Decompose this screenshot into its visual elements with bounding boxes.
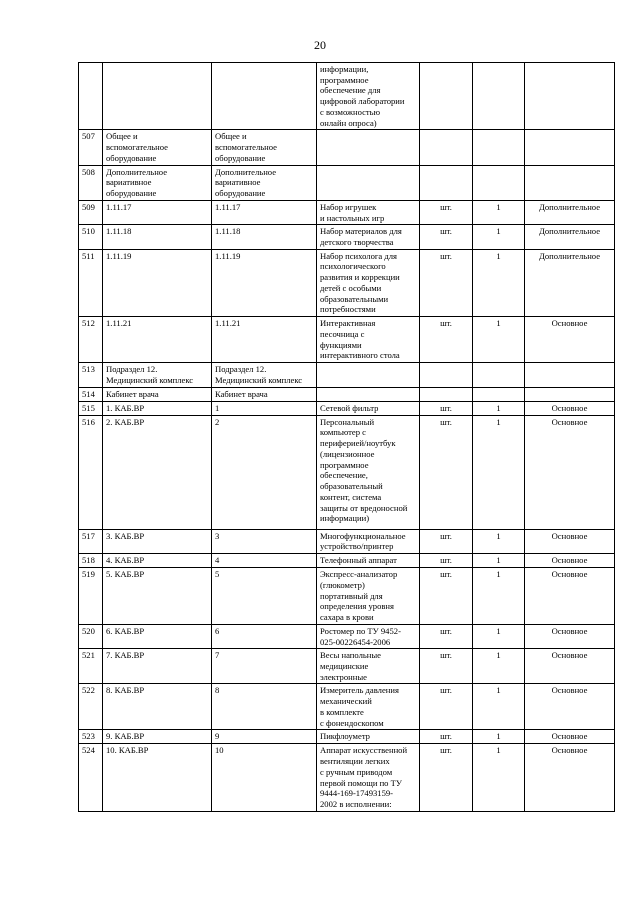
type-cell: Основное — [525, 317, 615, 363]
quantity-cell: 1 — [473, 554, 525, 568]
row-number-cell: 511 — [79, 249, 103, 316]
code-cell: Подраздел 12. Медицинский комплекс — [103, 363, 212, 387]
row-number-cell: 517 — [79, 529, 103, 553]
type-cell: Основное — [525, 554, 615, 568]
subcode-cell: Общее и вспомогательное оборудование — [212, 130, 317, 165]
code-cell: 9. КАБ.ВР — [103, 730, 212, 744]
table-row — [79, 165, 615, 200]
row-number-cell: 508 — [79, 165, 103, 200]
subcode-cell: 1.11.18 — [212, 225, 317, 249]
subcode-cell: 10 — [212, 744, 317, 811]
table-row — [79, 401, 615, 415]
subcode-cell: Кабинет врача — [212, 387, 317, 401]
table-row — [79, 317, 615, 363]
unit-cell: шт. — [420, 401, 473, 415]
subcode-cell: Дополнительное вариативное оборудование — [212, 165, 317, 200]
subcode-cell: 2 — [212, 415, 317, 529]
row-number-cell: 521 — [79, 649, 103, 684]
code-cell: 1.11.19 — [103, 249, 212, 316]
type-cell — [525, 63, 615, 130]
item-name-cell: Аппарат искусственной вентиляции легких с ручным приводом первой помощи по ТУ 9444-169-17493159- 2002 в исполнении: — [317, 744, 420, 811]
table-row — [79, 249, 615, 316]
subcode-cell: 8 — [212, 684, 317, 730]
quantity-cell — [473, 63, 525, 130]
quantity-cell: 1 — [473, 249, 525, 316]
quantity-cell: 1 — [473, 744, 525, 811]
type-cell: Основное — [525, 624, 615, 648]
quantity-cell — [473, 363, 525, 387]
subcode-cell: 7 — [212, 649, 317, 684]
row-number-cell: 515 — [79, 401, 103, 415]
page-number: 20 — [314, 38, 326, 52]
unit-cell — [420, 63, 473, 130]
quantity-cell: 1 — [473, 317, 525, 363]
type-cell — [525, 130, 615, 165]
code-cell: 1.11.17 — [103, 200, 212, 224]
unit-cell: шт. — [420, 225, 473, 249]
table-row — [79, 624, 615, 648]
code-cell: 4. КАБ.ВР — [103, 554, 212, 568]
code-cell: 2. КАБ.ВР — [103, 415, 212, 529]
type-cell — [525, 387, 615, 401]
table-row — [79, 568, 615, 625]
unit-cell: шт. — [420, 249, 473, 316]
item-name-cell — [317, 363, 420, 387]
subcode-cell: 1.11.21 — [212, 317, 317, 363]
table-row — [79, 200, 615, 224]
row-number-cell: 520 — [79, 624, 103, 648]
item-name-cell: Интерактивная песочница с функциями интерактивного стола — [317, 317, 420, 363]
item-name-cell: Телефонный аппарат — [317, 554, 420, 568]
unit-cell: шт. — [420, 649, 473, 684]
type-cell: Основное — [525, 415, 615, 529]
code-cell — [103, 63, 212, 130]
type-cell — [525, 165, 615, 200]
code-cell: 6. КАБ.ВР — [103, 624, 212, 648]
unit-cell — [420, 130, 473, 165]
type-cell: Дополнительное — [525, 200, 615, 224]
code-cell: 3. КАБ.ВР — [103, 529, 212, 553]
code-cell: 1.11.21 — [103, 317, 212, 363]
unit-cell: шт. — [420, 554, 473, 568]
item-name-cell: Весы напольные медицинские электронные — [317, 649, 420, 684]
quantity-cell: 1 — [473, 730, 525, 744]
subcode-cell: 9 — [212, 730, 317, 744]
code-cell: Кабинет врача — [103, 387, 212, 401]
item-name-cell: Измеритель давления механический в комплекте с фонендоскопом — [317, 684, 420, 730]
unit-cell: шт. — [420, 317, 473, 363]
quantity-cell: 1 — [473, 200, 525, 224]
quantity-cell: 1 — [473, 624, 525, 648]
code-cell: Общее и вспомогательное оборудование — [103, 130, 212, 165]
row-number-cell: 513 — [79, 363, 103, 387]
row-number-cell: 518 — [79, 554, 103, 568]
table-row — [79, 649, 615, 684]
row-number-cell: 524 — [79, 744, 103, 811]
code-cell: 1. КАБ.ВР — [103, 401, 212, 415]
type-cell: Основное — [525, 684, 615, 730]
row-number-cell — [79, 63, 103, 130]
type-cell: Основное — [525, 529, 615, 553]
quantity-cell: 1 — [473, 401, 525, 415]
code-cell: 7. КАБ.ВР — [103, 649, 212, 684]
row-number-cell: 519 — [79, 568, 103, 625]
subcode-cell: 3 — [212, 529, 317, 553]
quantity-cell — [473, 387, 525, 401]
unit-cell: шт. — [420, 200, 473, 224]
type-cell: Основное — [525, 649, 615, 684]
unit-cell: шт. — [420, 744, 473, 811]
code-cell: 10. КАБ.ВР — [103, 744, 212, 811]
item-name-cell: Сетевой фильтр — [317, 401, 420, 415]
type-cell: Дополнительное — [525, 225, 615, 249]
unit-cell: шт. — [420, 415, 473, 529]
item-name-cell: Экспресс-анализатор (глюкометр) портативный для определения уровня сахара в крови — [317, 568, 420, 625]
quantity-cell: 1 — [473, 649, 525, 684]
table-row — [79, 363, 615, 387]
code-cell: Дополнительное вариативное оборудование — [103, 165, 212, 200]
item-name-cell — [317, 130, 420, 165]
row-number-cell: 514 — [79, 387, 103, 401]
item-name-cell: Набор психолога для психологического развития и коррекции детей с особыми образовательными потребностями — [317, 249, 420, 316]
equipment-table — [78, 62, 615, 812]
subcode-cell: 1.11.19 — [212, 249, 317, 316]
table-row — [79, 730, 615, 744]
table-row — [79, 744, 615, 811]
quantity-cell: 1 — [473, 684, 525, 730]
table-row — [79, 529, 615, 553]
subcode-cell: 1 — [212, 401, 317, 415]
quantity-cell: 1 — [473, 568, 525, 625]
table-row — [79, 63, 615, 130]
subcode-cell: 4 — [212, 554, 317, 568]
code-cell: 8. КАБ.ВР — [103, 684, 212, 730]
item-name-cell: Пикфлоуметр — [317, 730, 420, 744]
quantity-cell: 1 — [473, 529, 525, 553]
type-cell: Основное — [525, 744, 615, 811]
type-cell: Основное — [525, 568, 615, 625]
table-row — [79, 415, 615, 529]
unit-cell: шт. — [420, 684, 473, 730]
unit-cell — [420, 387, 473, 401]
subcode-cell: 1.11.17 — [212, 200, 317, 224]
unit-cell: шт. — [420, 624, 473, 648]
quantity-cell: 1 — [473, 415, 525, 529]
table-row — [79, 684, 615, 730]
item-name-cell — [317, 165, 420, 200]
table-row — [79, 130, 615, 165]
type-cell: Дополнительное — [525, 249, 615, 316]
item-name-cell: Персональный компьютер с периферией/ноутбук (лицензионное программное обеспечение, образовательный контент, система защиты от вредоносной информации) — [317, 415, 420, 529]
unit-cell: шт. — [420, 529, 473, 553]
row-number-cell: 507 — [79, 130, 103, 165]
quantity-cell: 1 — [473, 225, 525, 249]
unit-cell: шт. — [420, 568, 473, 625]
unit-cell — [420, 363, 473, 387]
row-number-cell: 510 — [79, 225, 103, 249]
item-name-cell — [317, 387, 420, 401]
item-name-cell: Ростомер по ТУ 9452- 025-00226454-2006 — [317, 624, 420, 648]
table-row — [79, 387, 615, 401]
type-cell — [525, 363, 615, 387]
item-name-cell: Набор материалов для детского творчества — [317, 225, 420, 249]
table-row — [79, 554, 615, 568]
row-number-cell: 509 — [79, 200, 103, 224]
table-row — [79, 225, 615, 249]
code-cell: 5. КАБ.ВР — [103, 568, 212, 625]
equipment-table-body — [79, 63, 615, 812]
code-cell: 1.11.18 — [103, 225, 212, 249]
row-number-cell: 523 — [79, 730, 103, 744]
row-number-cell: 512 — [79, 317, 103, 363]
subcode-cell: Подраздел 12. Медицинский комплекс — [212, 363, 317, 387]
item-name-cell: информации, программное обеспечение для цифровой лаборатории с возможностью онлайн опроса) — [317, 63, 420, 130]
subcode-cell: 5 — [212, 568, 317, 625]
item-name-cell: Многофункциональное устройство/принтер — [317, 529, 420, 553]
row-number-cell: 522 — [79, 684, 103, 730]
item-name-cell: Набор игрушек и настольных игр — [317, 200, 420, 224]
type-cell: Основное — [525, 730, 615, 744]
row-number-cell: 516 — [79, 415, 103, 529]
subcode-cell: 6 — [212, 624, 317, 648]
unit-cell: шт. — [420, 730, 473, 744]
quantity-cell — [473, 130, 525, 165]
quantity-cell — [473, 165, 525, 200]
type-cell: Основное — [525, 401, 615, 415]
unit-cell — [420, 165, 473, 200]
subcode-cell — [212, 63, 317, 130]
